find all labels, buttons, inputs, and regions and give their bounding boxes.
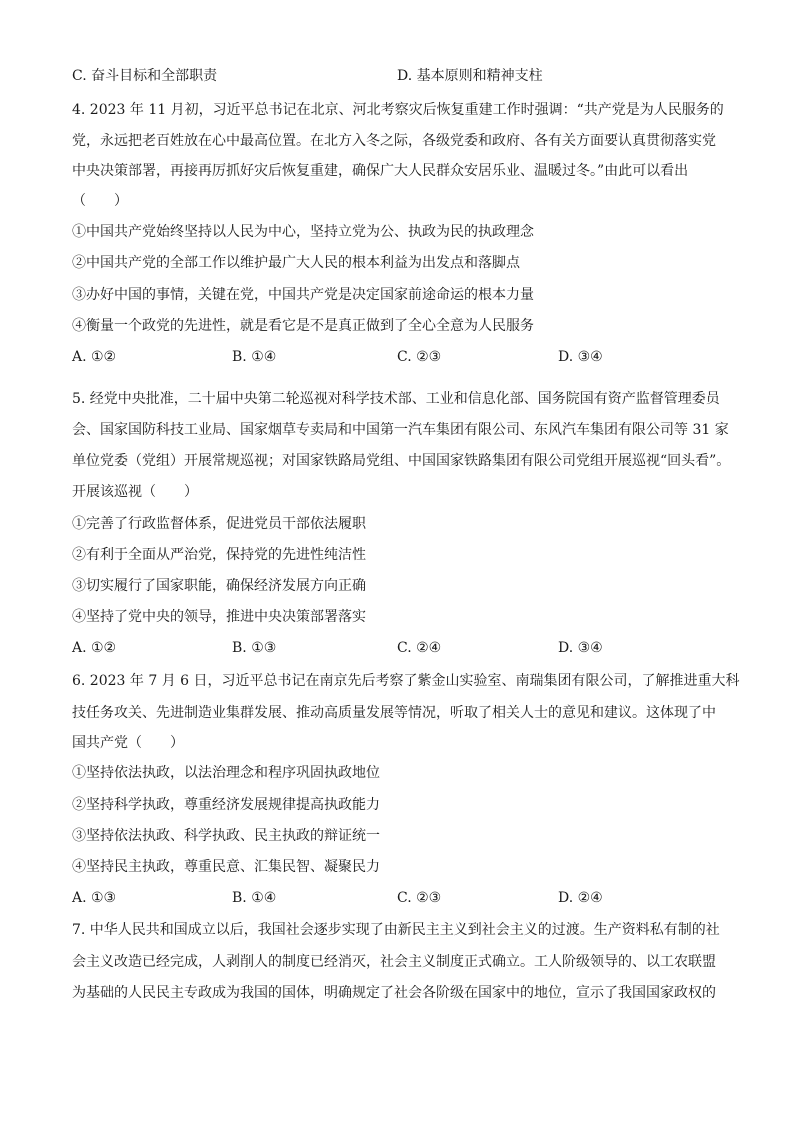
q3-option-c: C. 奋斗目标和全部职责 <box>72 68 218 84</box>
q4-statement: ③办好中国的事情，关键在党，中国共产党是决定国家前途命运的根本力量 <box>72 287 534 303</box>
q4-stem-line: 党，永远把老百姓放在心中最高位置。在北方入冬之际，各级党委和政府、各有关方面要认真贯彻落实党 <box>72 133 716 149</box>
q4-stem-line: 4. 2023 年 11 月初，习近平总书记在北京、河北考察灾后恢复重建工作时强调：“共产党是为人民服务的 <box>72 102 724 118</box>
q6-option-c: C. ②③ <box>397 890 442 906</box>
q5-stem-line: 单位党委（党组）开展常规巡视；对国家铁路局党组、中国国家铁路集团有限公司党组开展巡视“回头看”。 <box>72 453 731 469</box>
q6-option-d: D. ②④ <box>558 890 603 906</box>
q5-option-b: B. ①③ <box>232 640 277 656</box>
q6-option-b: B. ①④ <box>232 890 277 906</box>
q6-statement: ④坚持民主执政，尊重民意、汇集民智、凝聚民力 <box>72 859 380 875</box>
q5-statement: ①完善了行政监督体系，促进党员干部依法履职 <box>72 516 366 532</box>
q4-statement: ①中国共产党始终坚持以人民为中心，坚持立党为公、执政为民的执政理念 <box>72 224 534 240</box>
q6-stem-line: 国共产党（ ） <box>72 735 184 751</box>
q3-option-d: D. 基本原则和精神支柱 <box>397 68 543 84</box>
q5-option-a: A. ①② <box>72 640 117 656</box>
q7-stem-line: 7. 中华人民共和国成立以后，我国社会逐步实现了由新民主主义到社会主义的过渡。生产资料私有制的社 <box>72 922 720 938</box>
q4-statement: ④衡量一个政党的先进性，就是看它是不是真正做到了全心全意为人民服务 <box>72 318 534 334</box>
q5-stem-line: 5. 经党中央批准，二十届中央第二轮巡视对科学技术部、工业和信息化部、国务院国有资产监督管理委员 <box>72 391 720 407</box>
q4-stem-line: 中央决策部署，再接再厉抓好灾后恢复重建，确保广大人民群众安居乐业、温暖过冬。”由此可以看出 <box>72 163 689 179</box>
q4-option-d: D. ③④ <box>558 349 603 365</box>
q6-stem-line: 技任务攻关、先进制造业集群发展、推动高质量发展等情况，听取了相关人士的意见和建议。这体现了中 <box>72 705 716 721</box>
q5-statement: ③切实履行了国家职能，确保经济发展方向正确 <box>72 578 366 594</box>
q5-statement: ②有利于全面从严治党，保持党的先进性纯洁性 <box>72 547 366 563</box>
q6-statement: ②坚持科学执政，尊重经济发展规律提高执政能力 <box>72 797 380 813</box>
q4-option-a: A. ①② <box>72 349 117 365</box>
q5-stem-line: 开展该巡视（ ） <box>72 484 198 500</box>
q6-statement: ③坚持依法执政、科学执政、民主执政的辩证统一 <box>72 828 380 844</box>
q5-statement: ④坚持了党中央的领导，推进中央决策部署落实 <box>72 609 366 625</box>
q4-statement: ②中国共产党的全部工作以维护最广大人民的根本利益为出发点和落脚点 <box>72 255 520 271</box>
q6-stem-line: 6. 2023 年 7 月 6 日，习近平总书记在南京先后考察了紫金山实验室、南瑞集团有限公司，了解推进重大科 <box>72 673 740 689</box>
q4-option-b: B. ①④ <box>232 349 277 365</box>
q5-option-c: C. ②④ <box>397 640 442 656</box>
q6-option-a: A. ①③ <box>72 890 117 906</box>
q4-stem-line: （ ） <box>72 193 128 209</box>
q5-option-d: D. ③④ <box>558 640 603 656</box>
q5-stem-line: 会、国家国防科技工业局、国家烟草专卖局和中国第一汽车集团有限公司、东风汽车集团有限公司等 31 家 <box>72 422 729 438</box>
q7-stem-line: 会主义改造已经完成，人剥削人的制度已经消灭，社会主义制度正式确立。工人阶级领导的、以工农联盟 <box>72 954 716 970</box>
q4-option-c: C. ②③ <box>397 349 442 365</box>
q7-stem-line: 为基础的人民民主专政成为我国的国体，明确规定了社会各阶级在国家中的地位，宣示了我国国家政权的 <box>72 985 716 1001</box>
q6-statement: ①坚持依法执政，以法治理念和程序巩固执政地位 <box>72 765 380 781</box>
